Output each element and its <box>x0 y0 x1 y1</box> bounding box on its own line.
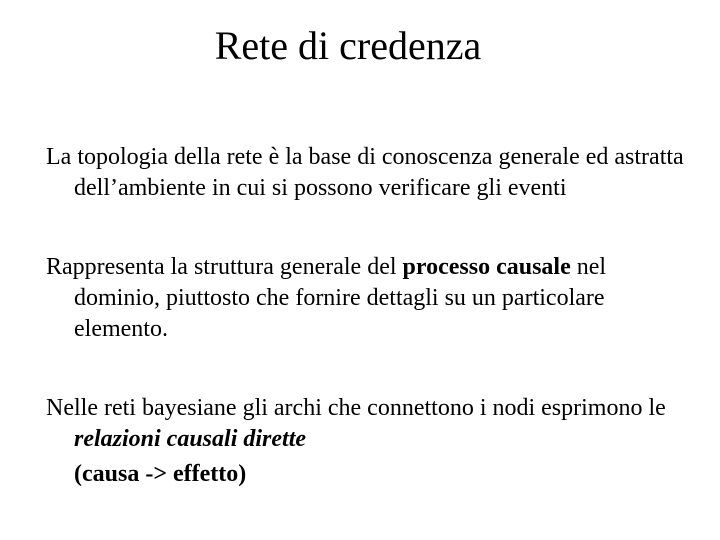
paragraph-topology-text: La topologia della rete è la base di conoscenza generale ed astratta dell’ambiente in cui si possono verificare gli eventi <box>46 144 684 201</box>
causal-process-term: processo causale <box>402 254 571 280</box>
paragraph-structure-text-before: Rappresenta la struttura generale del <box>46 254 403 280</box>
slide-body <box>46 142 686 490</box>
paragraph-structure-text-after: nel dominio, piuttosto che fornire dettagli su un particolare elemento. <box>74 254 607 342</box>
paragraph-structure <box>46 252 686 345</box>
slide-title: Rete di credenza <box>214 23 482 68</box>
direct-causal-relations-term: relazioni causali dirette <box>74 426 307 452</box>
paragraph-bayesian <box>46 393 686 490</box>
paragraph-topology <box>46 142 686 204</box>
cause-effect-note: (causa -> effetto) <box>74 461 247 487</box>
paragraph-bayesian-text-before: Nelle reti bayesiane gli archi che connettono i nodi esprimono le <box>46 395 666 421</box>
